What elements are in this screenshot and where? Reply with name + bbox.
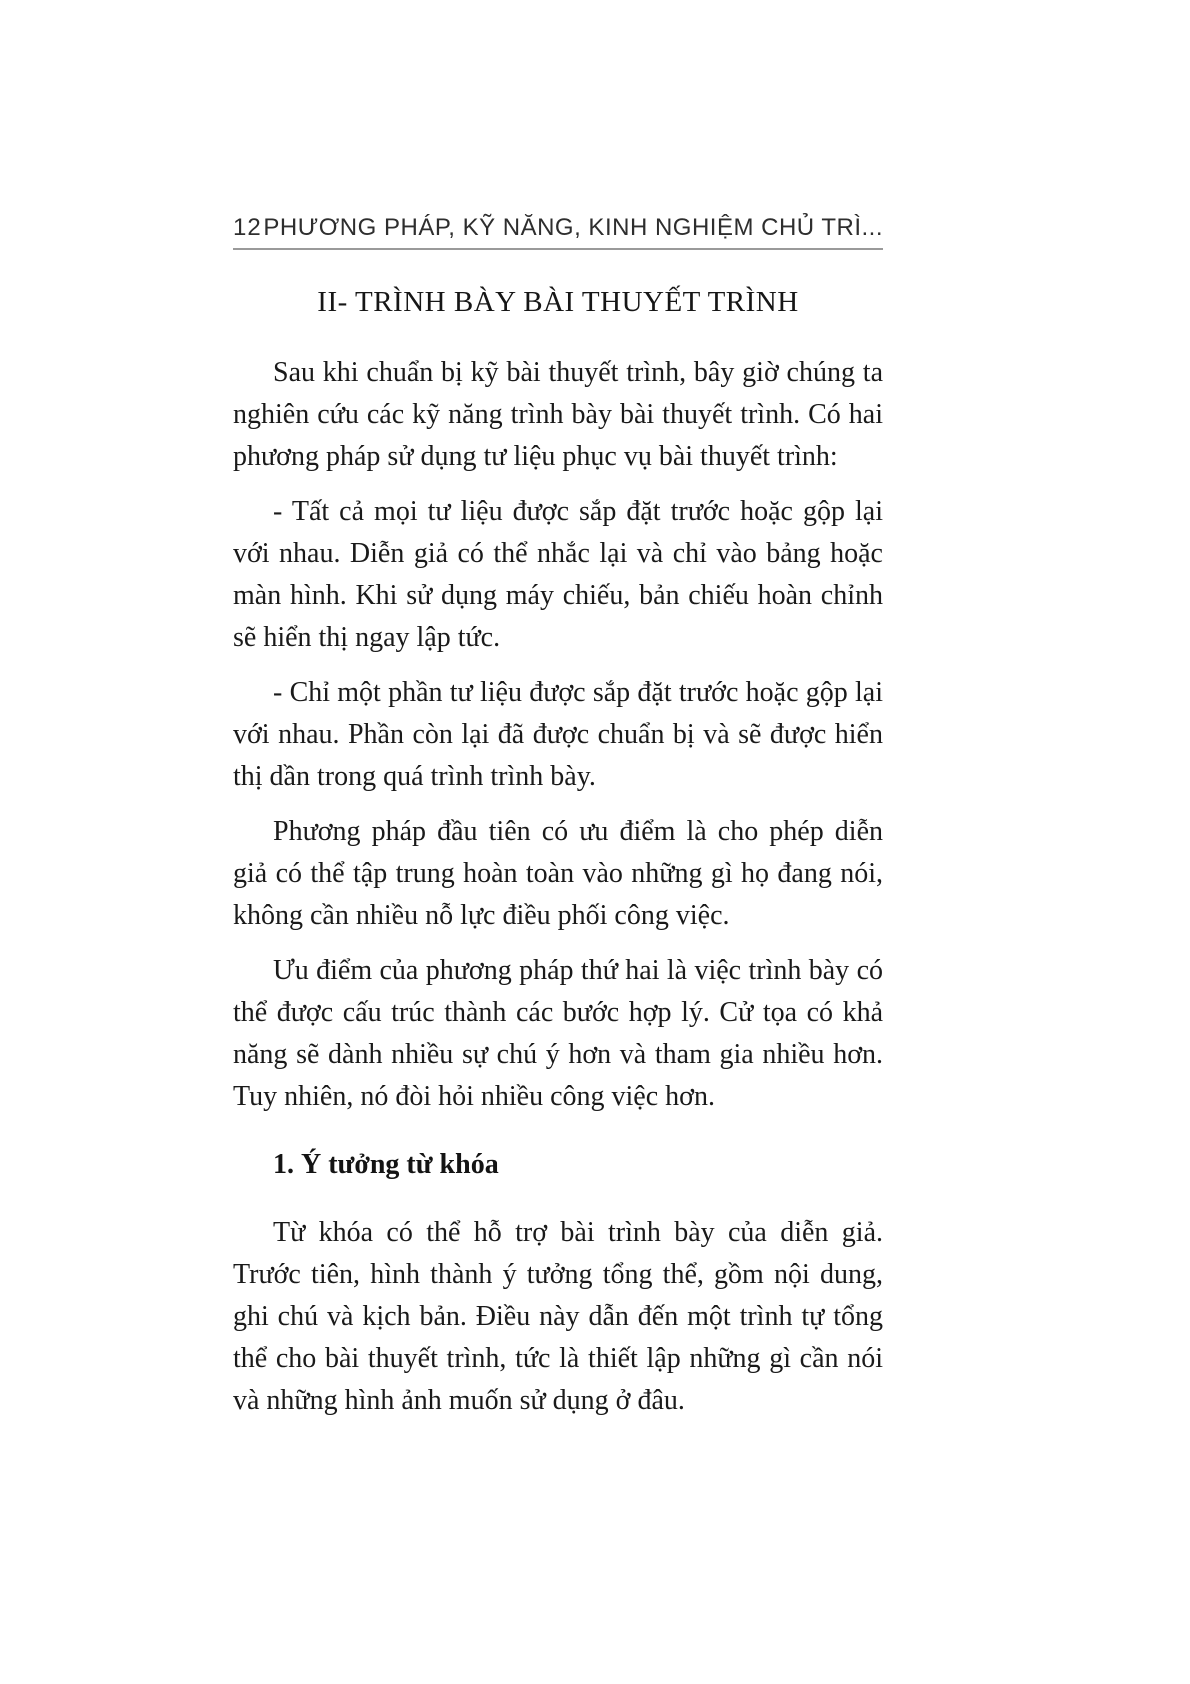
paragraph-method-two: Ưu điểm của phương pháp thứ hai là việc trình bày có thể được cấu trúc thành các bước hợp lý. Cử tọa có khả năng sẽ dành nhiều sự chú ý hơn và tham gia nhiều hơn. Tuy nhiên, nó đòi hỏi nhiều công việc hơn. (233, 955, 883, 1112)
subsection-heading: 1. Ý tưởng từ khóa (273, 1149, 499, 1180)
page-header (233, 214, 883, 248)
header-divider (233, 248, 883, 250)
text-column (233, 214, 883, 1435)
list-item-dash-2: - Chỉ một phần tư liệu được sắp đặt trước hoặc gộp lại với nhau. Phần còn lại đã được chuẩn bị và sẽ được hiển thị dần trong quá trình trình bày. (233, 677, 883, 792)
paragraph-intro: Sau khi chuẩn bị kỹ bài thuyết trình, bây giờ chúng ta nghiên cứu các kỹ năng trình bày bài thuyết trình. Có hai phương pháp sử dụng tư liệu phục vụ bài thuyết trình: (233, 357, 883, 472)
paragraph-keywords: Từ khóa có thể hỗ trợ bài trình bày của diễn giả. Trước tiên, hình thành ý tưởng tổng thể, gồm nội dung, ghi chú và kịch bản. Điều này dẫn đến một trình tự tổng thể cho bài thuyết trình, tức là thiết lập những gì cần nói và những hình ảnh muốn sử dụng ở đâu. (233, 1217, 883, 1416)
list-item-dash-1: - Tất cả mọi tư liệu được sắp đặt trước hoặc gộp lại với nhau. Diễn giả có thể nhắc lại và chỉ vào bảng hoặc màn hình. Khi sử dụng máy chiếu, bản chiếu hoàn chỉnh sẽ hiển thị ngay lập tức. (233, 496, 883, 653)
running-title: PHƯƠNG PHÁP, KỸ NĂNG, KINH NGHIỆM CHỦ TRÌ... (263, 214, 883, 241)
page-number: 12 (233, 214, 262, 241)
paragraph-method-one: Phương pháp đầu tiên có ưu điểm là cho phép diễn giả có thể tập trung hoàn toàn vào những gì họ đang nói, không cần nhiều nỗ lực điều phối công việc. (233, 816, 883, 931)
body-text (233, 352, 883, 1422)
section-title: II- TRÌNH BÀY BÀI THUYẾT TRÌNH (317, 286, 799, 318)
